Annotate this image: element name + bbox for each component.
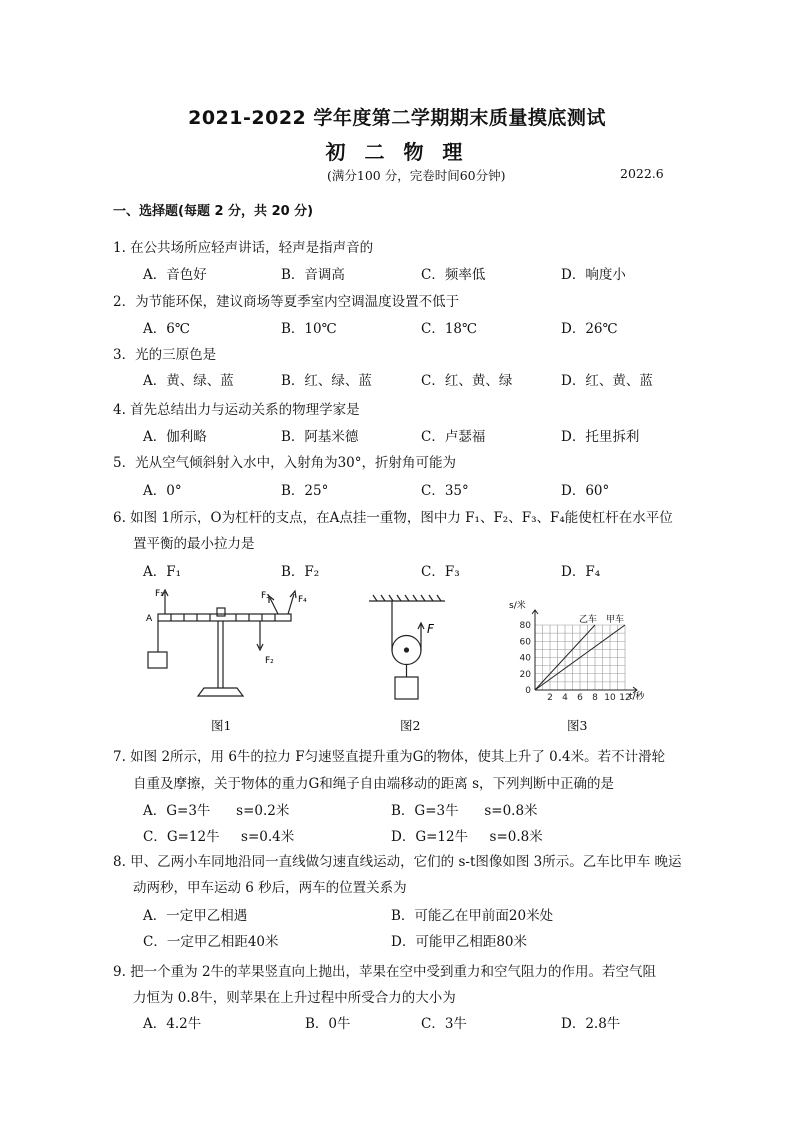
exam-info: (满分100 分，完卷时间60分钟) bbox=[327, 168, 506, 183]
question-9-stem-cont: 力恒为 0.8牛，则苹果在上升过程中所受合力的大小为 bbox=[133, 990, 456, 1006]
q9-option-b[interactable]: B．0牛 bbox=[305, 1016, 351, 1032]
question-9-stem: 9. 把一个重为 2牛的苹果竖直向上抛出，苹果在空中受到重力和空气阻力的作用。若空气阻 bbox=[113, 964, 657, 980]
f3-arrow bbox=[270, 598, 278, 614]
q3-option-a[interactable]: A．黄、绿、蓝 bbox=[143, 373, 234, 389]
f4-label: F₄ bbox=[298, 595, 307, 605]
question-8-stem: 8. 甲、乙两小车同地沿同一直线做匀速直线运动，它们的 s-t图像如图 3所示。乙车比甲车 晚运 bbox=[113, 854, 682, 870]
stand-base bbox=[198, 688, 243, 696]
q5-option-d[interactable]: D．60° bbox=[561, 483, 610, 499]
q8-option-d[interactable]: D．可能甲乙相距80米 bbox=[391, 934, 528, 950]
q9-option-c[interactable]: C．3牛 bbox=[421, 1016, 467, 1032]
question-7-stem-cont: 自重及摩擦，关于物体的重力G和绳子自由端移动的距离 s，下列判断中正确的是 bbox=[133, 776, 615, 792]
force-f-label: F bbox=[427, 622, 434, 636]
legend-yi: 乙车 bbox=[579, 615, 598, 625]
q4-option-a[interactable]: A．伽利略 bbox=[143, 429, 207, 445]
figure-1-caption: 图1 bbox=[211, 718, 232, 733]
exam-date: 2022.6 bbox=[620, 166, 664, 181]
q1-option-d[interactable]: D．响度小 bbox=[561, 267, 626, 283]
q7-option-d[interactable]: D．G=12牛 s=0.8米 bbox=[391, 829, 543, 845]
q1-option-c[interactable]: C．频率低 bbox=[421, 267, 486, 283]
q7-option-b[interactable]: B．G=3牛 s=0.8米 bbox=[391, 803, 538, 819]
question-8-stem-cont: 动两秒，甲车运动 6 秒后，两车的位置关系为 bbox=[133, 880, 407, 896]
q9-option-a[interactable]: A．4.2牛 bbox=[143, 1016, 202, 1032]
y-tick-label: 80 bbox=[519, 621, 531, 631]
x-tick-label: 12 bbox=[619, 693, 631, 703]
y-tick-label: 0 bbox=[525, 686, 531, 696]
x-tick-label: 4 bbox=[562, 693, 568, 703]
exam-title: 2021-2022 学年度第二学期期末质量摸底测试 bbox=[188, 107, 606, 129]
subject-title: 初 二 物 理 bbox=[325, 140, 469, 164]
q2-option-b[interactable]: B．10℃ bbox=[281, 321, 337, 337]
q9-option-d[interactable]: D．2.8牛 bbox=[561, 1016, 621, 1032]
x-tick-label: 2 bbox=[547, 693, 553, 703]
figure-2-caption: 图2 bbox=[400, 718, 421, 733]
legend-jia: 甲车 bbox=[606, 615, 625, 625]
y-tick-label: 60 bbox=[519, 637, 531, 648]
question-2-stem: 2．为节能环保，建议商场等夏季室内空调温度设置不低于 bbox=[113, 294, 460, 310]
y-axis-label: s/米 bbox=[509, 601, 526, 611]
question-3-stem: 3．光的三原色是 bbox=[113, 347, 217, 363]
load-block bbox=[395, 677, 418, 699]
q7-option-c[interactable]: C．G=12牛 s=0.4米 bbox=[143, 829, 295, 845]
q8-option-c[interactable]: C．一定甲乙相距40米 bbox=[143, 934, 279, 950]
q8-option-a[interactable]: A．一定甲乙相遇 bbox=[143, 908, 248, 924]
q2-option-d[interactable]: D．26℃ bbox=[561, 321, 618, 337]
q4-option-d[interactable]: D．托里拆利 bbox=[561, 429, 640, 445]
x-axis-label: t/秒 bbox=[629, 692, 645, 702]
q5-option-a[interactable]: A．0° bbox=[143, 483, 182, 499]
q3-option-d[interactable]: D．红、黄、蓝 bbox=[561, 373, 653, 389]
f3-label: F₃ bbox=[261, 591, 270, 601]
question-6-stem-cont: 置平衡的最小拉力是 bbox=[133, 536, 255, 552]
x-tick-label: 10 bbox=[604, 693, 616, 703]
q7-option-a[interactable]: A．G=3牛 s=0.2米 bbox=[143, 803, 290, 819]
question-4-stem: 4. 首先总结出力与运动关系的物理学家是 bbox=[113, 402, 360, 418]
figure-2-pulley bbox=[365, 593, 455, 705]
f1-label: F₁ bbox=[155, 589, 164, 599]
q5-option-b[interactable]: B．25° bbox=[281, 483, 329, 499]
q1-option-b[interactable]: B．音调高 bbox=[281, 267, 345, 283]
q1-option-a[interactable]: A．音色好 bbox=[143, 267, 207, 283]
x-tick-label: 8 bbox=[592, 693, 598, 703]
question-1-stem: 1. 在公共场所应轻声讲话，轻声是指声音的 bbox=[113, 240, 374, 256]
q2-option-a[interactable]: A．6℃ bbox=[143, 321, 190, 337]
figure-1-lever bbox=[138, 584, 307, 704]
q6-option-c[interactable]: C．F₃ bbox=[421, 564, 460, 580]
weight-block bbox=[148, 652, 167, 668]
f4-arrow bbox=[288, 594, 294, 614]
q6-option-b[interactable]: B．F₂ bbox=[281, 564, 320, 580]
y-tick-label: 40 bbox=[519, 653, 531, 664]
point-a-label: A bbox=[146, 614, 153, 624]
pivot-o bbox=[217, 608, 225, 616]
f2-label: F₂ bbox=[265, 656, 274, 666]
q3-option-c[interactable]: C．红、黄、绿 bbox=[421, 373, 513, 389]
q4-option-c[interactable]: C．卢瑟福 bbox=[421, 429, 486, 445]
q6-option-a[interactable]: A．F₁ bbox=[143, 564, 182, 580]
figure-3-st-graph bbox=[503, 598, 653, 708]
y-tick-label: 20 bbox=[519, 669, 531, 680]
figure-3-caption: 图3 bbox=[567, 718, 588, 733]
section-title: 一、选择题(每题 2 分，共 20 分) bbox=[113, 204, 314, 219]
q3-option-b[interactable]: B．红、绿、蓝 bbox=[281, 373, 372, 389]
x-tick-label: 6 bbox=[577, 693, 583, 703]
q2-option-c[interactable]: C．18℃ bbox=[421, 321, 478, 337]
question-7-stem: 7. 如图 2所示，用 6牛的拉力 F匀速竖直提升重为G的物体，使其上升了 0.4米。若不计滑轮 bbox=[113, 749, 666, 765]
q4-option-b[interactable]: B．阿基米德 bbox=[281, 429, 359, 445]
q6-option-d[interactable]: D．F₄ bbox=[561, 564, 601, 580]
question-6-stem: 6. 如图 1所示，O为杠杆的支点，在A点挂一重物，图中力 F₁、F₂、F₃、F₄能使杠杆在水平位 bbox=[113, 510, 673, 526]
question-5-stem: 5．光从空气倾斜射入水中，入射角为30°，折射角可能为 bbox=[113, 455, 457, 471]
q5-option-c[interactable]: C．35° bbox=[421, 483, 469, 499]
q8-option-b[interactable]: B．可能乙在甲前面20米处 bbox=[391, 908, 554, 924]
